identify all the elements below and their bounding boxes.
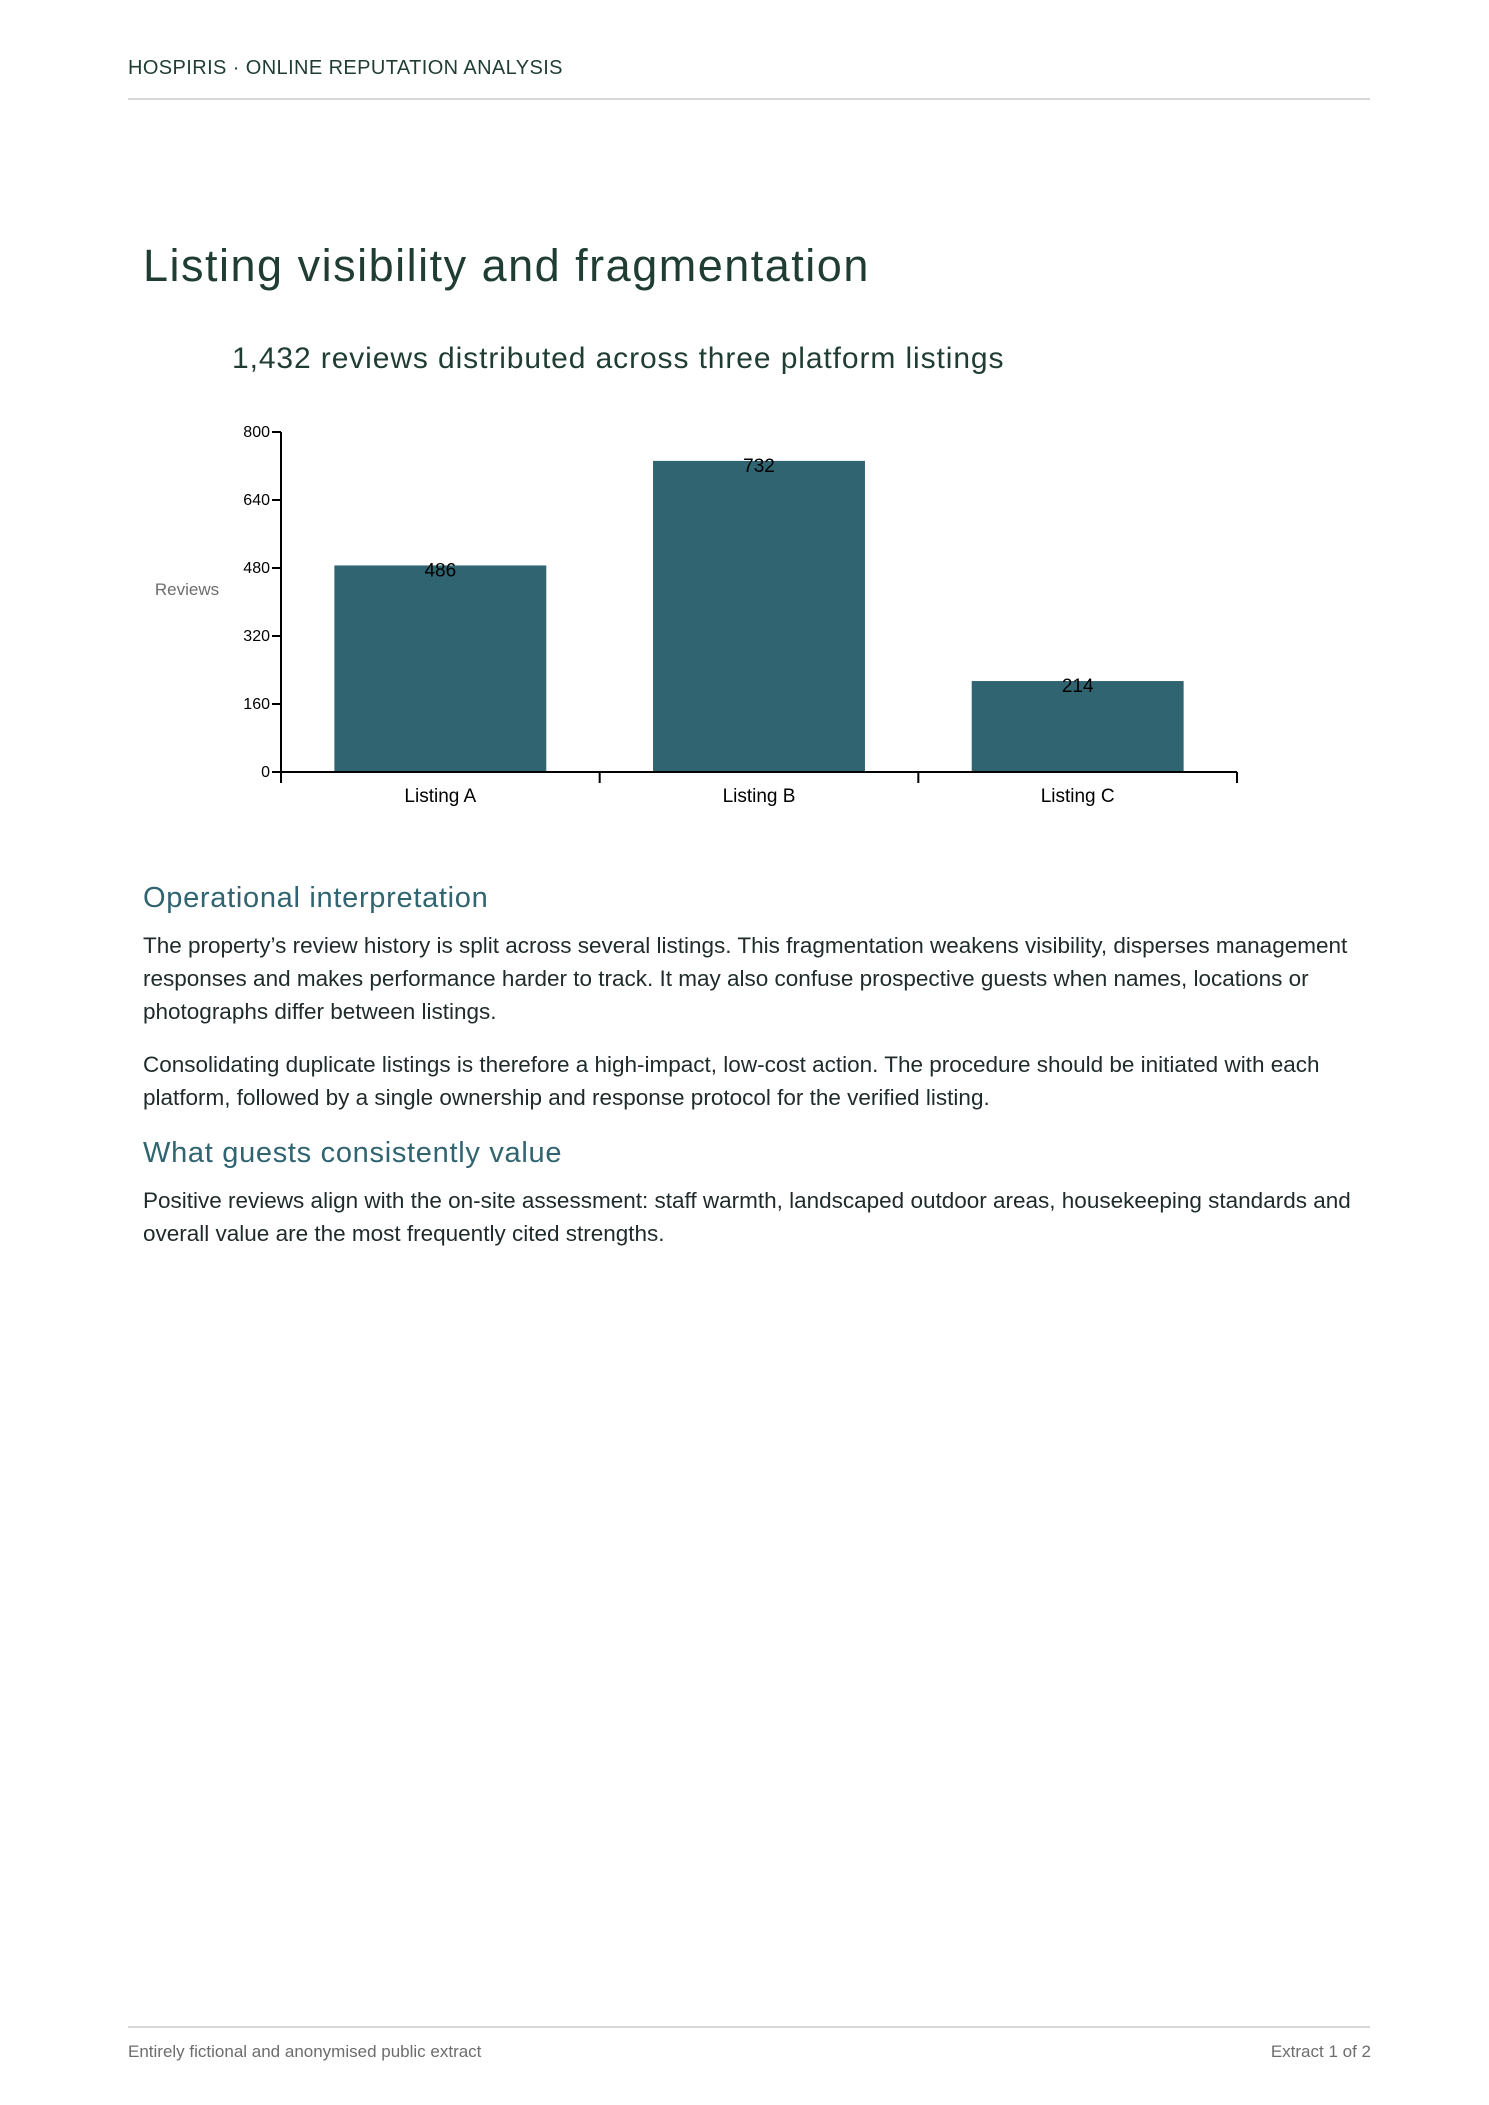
footer-note: Entirely fictional and anonymised public extract (128, 2042, 482, 2061)
paragraph-consolidation: Consolidating duplicate listings is therefore a high-impact, low-cost action. The procedure should be initiated with each platform, followed by a single ownership and response protocol for the verified listing. (143, 1052, 1320, 1110)
bar-listing-b (653, 461, 865, 772)
bar-value-label: 486 (424, 560, 457, 582)
chart-title: 1,432 reviews distributed across three platform listings (232, 342, 1005, 375)
paragraph-guest-strengths: Positive reviews align with the on-site assessment: staff warmth, landscaped outdoor areas, housekeeping standards and overall value are the most frequently cited strengths. (143, 1188, 1351, 1246)
y-tick-label: 640 (243, 492, 270, 509)
section-heading-guest-values: What guests consistently value (143, 1137, 563, 1169)
y-tick-label: 0 (261, 764, 270, 781)
x-category-label: Listing C (1040, 786, 1115, 807)
y-tick-label: 800 (243, 424, 270, 441)
x-category-label: Listing B (722, 786, 796, 807)
y-tick-label: 320 (243, 628, 270, 645)
report-header: HOSPIRIS · ONLINE REPUTATION ANALYSIS (128, 57, 563, 79)
review-distribution-chart (0, 0, 1489, 840)
y-axis-label: Reviews (154, 580, 220, 599)
y-tick-label: 480 (243, 560, 270, 577)
bar-listing-a (334, 565, 546, 772)
bar-value-label: 214 (1061, 676, 1094, 698)
footer-page-indicator: Extract 1 of 2 (1270, 2042, 1371, 2061)
section-heading-operational-interpretation: Operational interpretation (143, 882, 489, 914)
bar-value-label: 732 (743, 455, 775, 477)
x-category-label: Listing A (404, 786, 477, 807)
y-tick-label: 160 (243, 696, 270, 713)
paragraph-fragmentation: The property’s review history is split across several listings. This fragmentation weakens visibility, disperses management responses and makes performance harder to track. It may also confuse prospective guests when names, locations or photographs differ between listings. (143, 933, 1348, 1024)
footer-divider (128, 2026, 1370, 2028)
page-title: Listing visibility and fragmentation (143, 240, 870, 291)
